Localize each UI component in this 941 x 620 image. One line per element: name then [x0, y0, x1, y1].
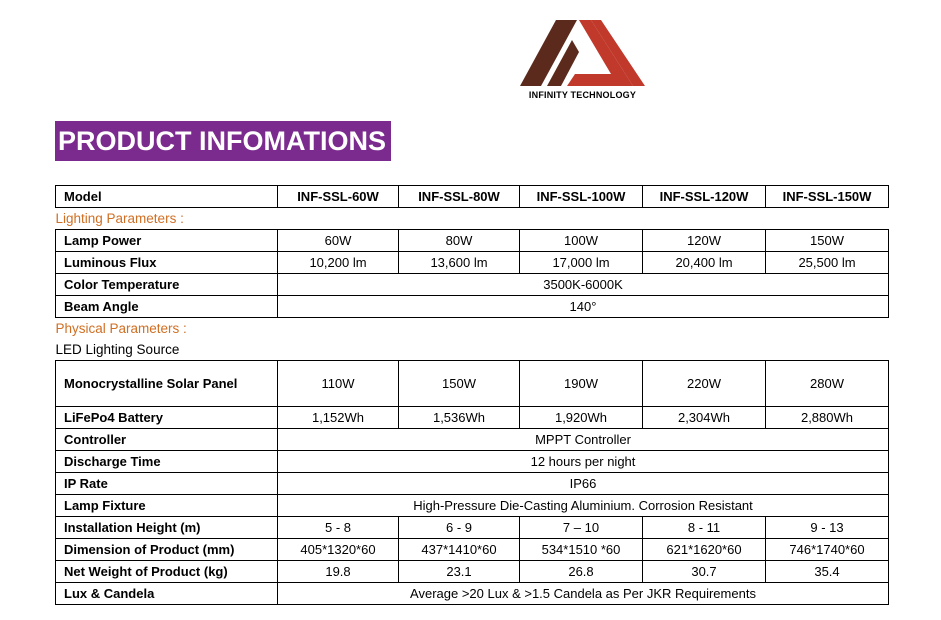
row-label: Lamp Power	[56, 230, 278, 252]
cell-value: 621*1620*60	[643, 539, 766, 561]
table-row	[56, 429, 889, 451]
table-row	[56, 451, 889, 473]
model-header-150w: INF-SSL-150W	[766, 186, 889, 208]
cell-value: 437*1410*60	[399, 539, 520, 561]
cell-value: 1,152Wh	[278, 407, 399, 429]
cell-value: 150W	[399, 361, 520, 407]
cell-value: 405*1320*60	[278, 539, 399, 561]
model-header-100w: INF-SSL-100W	[520, 186, 643, 208]
row-label: IP Rate	[56, 473, 278, 495]
row-label: Net Weight of Product (kg)	[56, 561, 278, 583]
cell-value: 60W	[278, 230, 399, 252]
cell-value: 30.7	[643, 561, 766, 583]
cell-value: 3500K-6000K	[278, 274, 889, 296]
company-logo	[510, 18, 655, 104]
section-row	[56, 318, 889, 340]
cell-value: 23.1	[399, 561, 520, 583]
row-label: Luminous Flux	[56, 252, 278, 274]
table-row	[56, 252, 889, 274]
cell-value: 20,400 lm	[643, 252, 766, 274]
lighting-parameters-heading: Lighting Parameters :	[55, 210, 184, 226]
cell-value: IP66	[278, 473, 889, 495]
table-row	[56, 517, 889, 539]
cell-value: 25,500 lm	[766, 252, 889, 274]
cell-value: High-Pressure Die-Casting Aluminium. Corrosion Resistant	[278, 495, 889, 517]
section-row	[56, 208, 889, 230]
table-row	[56, 583, 889, 605]
cell-value: 13,600 lm	[399, 252, 520, 274]
cell-value: 7 – 10	[520, 517, 643, 539]
cell-value: 10,200 lm	[278, 252, 399, 274]
row-label: LiFePo4 Battery	[56, 407, 278, 429]
cell-value: 110W	[278, 361, 399, 407]
row-label: Lux & Candela	[56, 583, 278, 605]
cell-value: 100W	[520, 230, 643, 252]
cell-value: 19.8	[278, 561, 399, 583]
row-label: Controller	[56, 429, 278, 451]
physical-parameters-heading: Physical Parameters :	[55, 320, 187, 336]
cell-value: 5 - 8	[278, 517, 399, 539]
cell-value: 534*1510 *60	[520, 539, 643, 561]
row-label: Color Temperature	[56, 274, 278, 296]
infinity-logo-icon	[515, 18, 650, 88]
cell-value: 2,304Wh	[643, 407, 766, 429]
cell-value: 150W	[766, 230, 889, 252]
table-row	[56, 539, 889, 561]
table-row	[56, 274, 889, 296]
cell-value: 2,880Wh	[766, 407, 889, 429]
cell-value: 80W	[399, 230, 520, 252]
page-title: PRODUCT INFOMATIONS	[55, 121, 391, 161]
table-row	[56, 473, 889, 495]
led-source-heading: LED Lighting Source	[55, 341, 180, 357]
cell-value: 1,920Wh	[520, 407, 643, 429]
row-label: Lamp Fixture	[56, 495, 278, 517]
cell-value: 1,536Wh	[399, 407, 520, 429]
table-row	[56, 495, 889, 517]
cell-value: 120W	[643, 230, 766, 252]
table-row	[56, 361, 889, 407]
cell-value: 140°	[278, 296, 889, 318]
cell-value: Average >20 Lux & >1.5 Candela as Per JKR Requirements	[278, 583, 889, 605]
product-spec-table	[55, 185, 889, 605]
model-header-80w: INF-SSL-80W	[399, 186, 520, 208]
table-row	[56, 296, 889, 318]
cell-value: 9 - 13	[766, 517, 889, 539]
cell-value: 26.8	[520, 561, 643, 583]
table-row	[56, 407, 889, 429]
cell-value: 35.4	[766, 561, 889, 583]
row-label: Discharge Time	[56, 451, 278, 473]
row-label: Dimension of Product (mm)	[56, 539, 278, 561]
table-row	[56, 230, 889, 252]
cell-value: 17,000 lm	[520, 252, 643, 274]
cell-value: 746*1740*60	[766, 539, 889, 561]
row-label: Beam Angle	[56, 296, 278, 318]
logo-text: INFINITY TECHNOLOGY	[528, 90, 637, 100]
cell-value: 8 - 11	[643, 517, 766, 539]
model-header: Model	[56, 186, 278, 208]
cell-value: 12 hours per night	[278, 451, 889, 473]
model-header-120w: INF-SSL-120W	[643, 186, 766, 208]
row-label: Monocrystalline Solar Panel	[56, 361, 278, 407]
cell-value: 190W	[520, 361, 643, 407]
cell-value: 220W	[643, 361, 766, 407]
section-row	[56, 339, 889, 361]
cell-value: MPPT Controller	[278, 429, 889, 451]
table-row	[56, 561, 889, 583]
model-header-60w: INF-SSL-60W	[278, 186, 399, 208]
cell-value: 280W	[766, 361, 889, 407]
cell-value: 6 - 9	[399, 517, 520, 539]
table-header-row	[56, 186, 889, 208]
row-label: Installation Height (m)	[56, 517, 278, 539]
